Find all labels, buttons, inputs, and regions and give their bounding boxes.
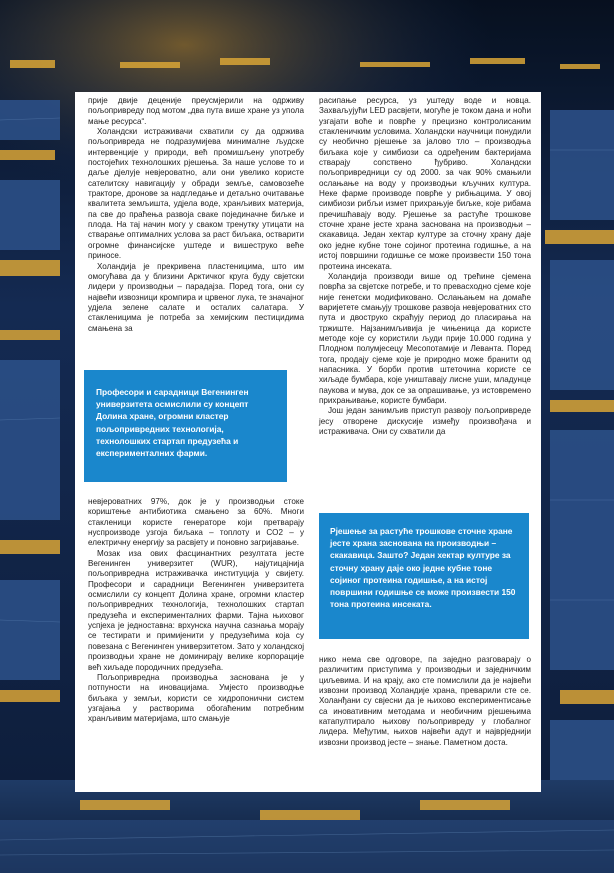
pull-quote-box — [319, 513, 529, 639]
paragraph: Холандија производи више од трећине сјемена поврћа за свјетске потребе, и то превасходно сјеме које није генетски модификовано. Ослањањем на домаће варијетете смањују трошкове развоја невјероватних сто пута и двоструко скраћују период до пласирања на тржиште. Најзанимљивија је чињеница да користе методе које су користили људи прије 10.000 година у Плодном полумјесецу Месопотамије и Леванта. Поред тога, продају сјеме које је природно може бранити од напасника. У борби против штеточина користе се хиљаде бумбара, које уништавају лисне уши, младунце паукова и мува, док се за опрашивање, уз истовремено прихрањивање, користе бумбари. — [319, 271, 531, 405]
paragraph: расипање ресурса, уз уштеду воде и новца. Захваљујући LED расвјети, могуће је током дана и ноћи узгајати воће и поврће у прецизно контролисаним стакленичким условима. Холандски научници понудили су необично рјешење за јалово тло – производња биљака које у симбиози са одређеним бактеријама стварају сопствено ђубриво. Холандски пољопривредници су од 2000. за чак 90% смањили ослањање на воду у производњи кључних култура. Неке фарме производе поврће у рибњацима. У овој симбиози рибљи измет прихрањује биљке, које рибама пречишћавају воду. Рјешење за растуће трошкове сточне хране јесте храна заснована на производњи – скакавица. Један хектар културе за сточну храну даје око једне кубне тоне сојиног протеина годишње, а на истој површини годишње се може произвести 150 тона протеина инсеката. — [319, 96, 531, 271]
pull-quote-box — [84, 370, 287, 482]
paragraph: Још један занимљив приступ развоју пољопривреде јесу отворене дискусије између произвођача и истраживача. Они су схватили да — [319, 406, 531, 436]
paragraph: Холандски истраживачи схватили су да одржива пољопривреда не подразумијева минималне људске интервенције у природи, већ промишљену употребу постојећих технолошких рјешења. За наше услове то и даље дјелује невјероватно, али они увелико користе сателитску навигацију у обради земље, самовозеће тракторе, дронове за надгледање и детаљно очитавање квалитета земљишта, удјела воде, хранљивих материја, па све до праћења развоја сваке појединачне биљке и плода. На тај начин могу у сваком тренутку утицати на стварање оптималних услова за раст биљака, остварити огромне финансијске уштеде и вишеструко веће приносе. — [88, 127, 304, 261]
paragraph: прије двије деценије преусмјерили на одрживу пољопривреду под мотом „два пута више хране уз упола мање ресурса“. — [88, 96, 304, 126]
paragraph: Мозак иза ових фасцинантних резултата јесте Вегенинген универзитет (WUR), најутицајнија пољопривредна истраживачка институција у свијету. Професори и сарадници Вегенинген универзитета осмислили су концепт Долина хране, огромни кластер пољопривредних технологија, технолошких стартап предузећа и експерименталних фарми. Тајна њиховог успјеха је једноставна: врхунска научна сазнања морају се тестирати и примијенити у предузећима која су повезана с Вегенинген универзитетом. Зато у холандској производњи хране не доминирају велике корпорације већ хиљаде породичних предузећа. — [88, 548, 304, 672]
column1-bottom — [88, 497, 304, 725]
paragraph: Пољопривредна производња заснована је у потпуности на иновацијама. Умјесто производње биљака у земљи, користи се хидропонични систем узгајања у растворима обогаћеним потребним хранљивим материјама, што смањује — [88, 672, 304, 724]
paragraph: нико нема све одговоре, па заједно разговарају о различитим приступима у производњи и заједничким циљевима. И на крају, ако сте помислили да је највећи извозни производ Холандије храна, преварили сте се. Холанђани су свјесни да је њихово експериментисање са иновативним методама и необичним рјешењима катапултирало њихову пољопривреду у глобалног лидера. Међутим, њихов највећи адут и најврједнији извозни производ јесте – знање. Паметном доста. — [319, 655, 531, 747]
column2-top — [319, 96, 531, 437]
column2-bottom — [319, 655, 531, 748]
pull-quote-text: Професори и сарадници Вегенинген универзитета осмислили су концепт Долина хране, огромни кластер пољопривредних технологија, технолошких стартап предузећа и експерименталних фарми. — [96, 387, 249, 459]
paragraph: Холандија је прекривена пластеницима, што им омогућава да у близини Арктичког круга буду свјетски лидери у производњи – парадајза. Поред тога, они су највећи извозници кромпира и црвеног лука, те значајног удјела зелене салате и осталих салатара. У стакленицима је потреба за хемијским пестицидима смањена за — [88, 261, 304, 333]
pull-quote-text: Рјешење за растуће трошкове сточне хране јесте храна заснована на производњи – скакавица. Зашто? Један хектар културе за сточну храну даје око једне кубне тоне сојиног протеина годишње, а на истој површини годишње се може произвести 150 тона протеина инсеката. — [330, 526, 516, 610]
paragraph: невјероватних 97%, док је у производњи стоке кориштење антибиотика смањено за 60%. Многи стакленици користе генераторе који претварају нуспроизводе узгоја биљака – топлоту и CO2 – у електричну енергију за расвјету и поновно загријавање. — [88, 497, 304, 548]
column1-top — [88, 96, 304, 334]
